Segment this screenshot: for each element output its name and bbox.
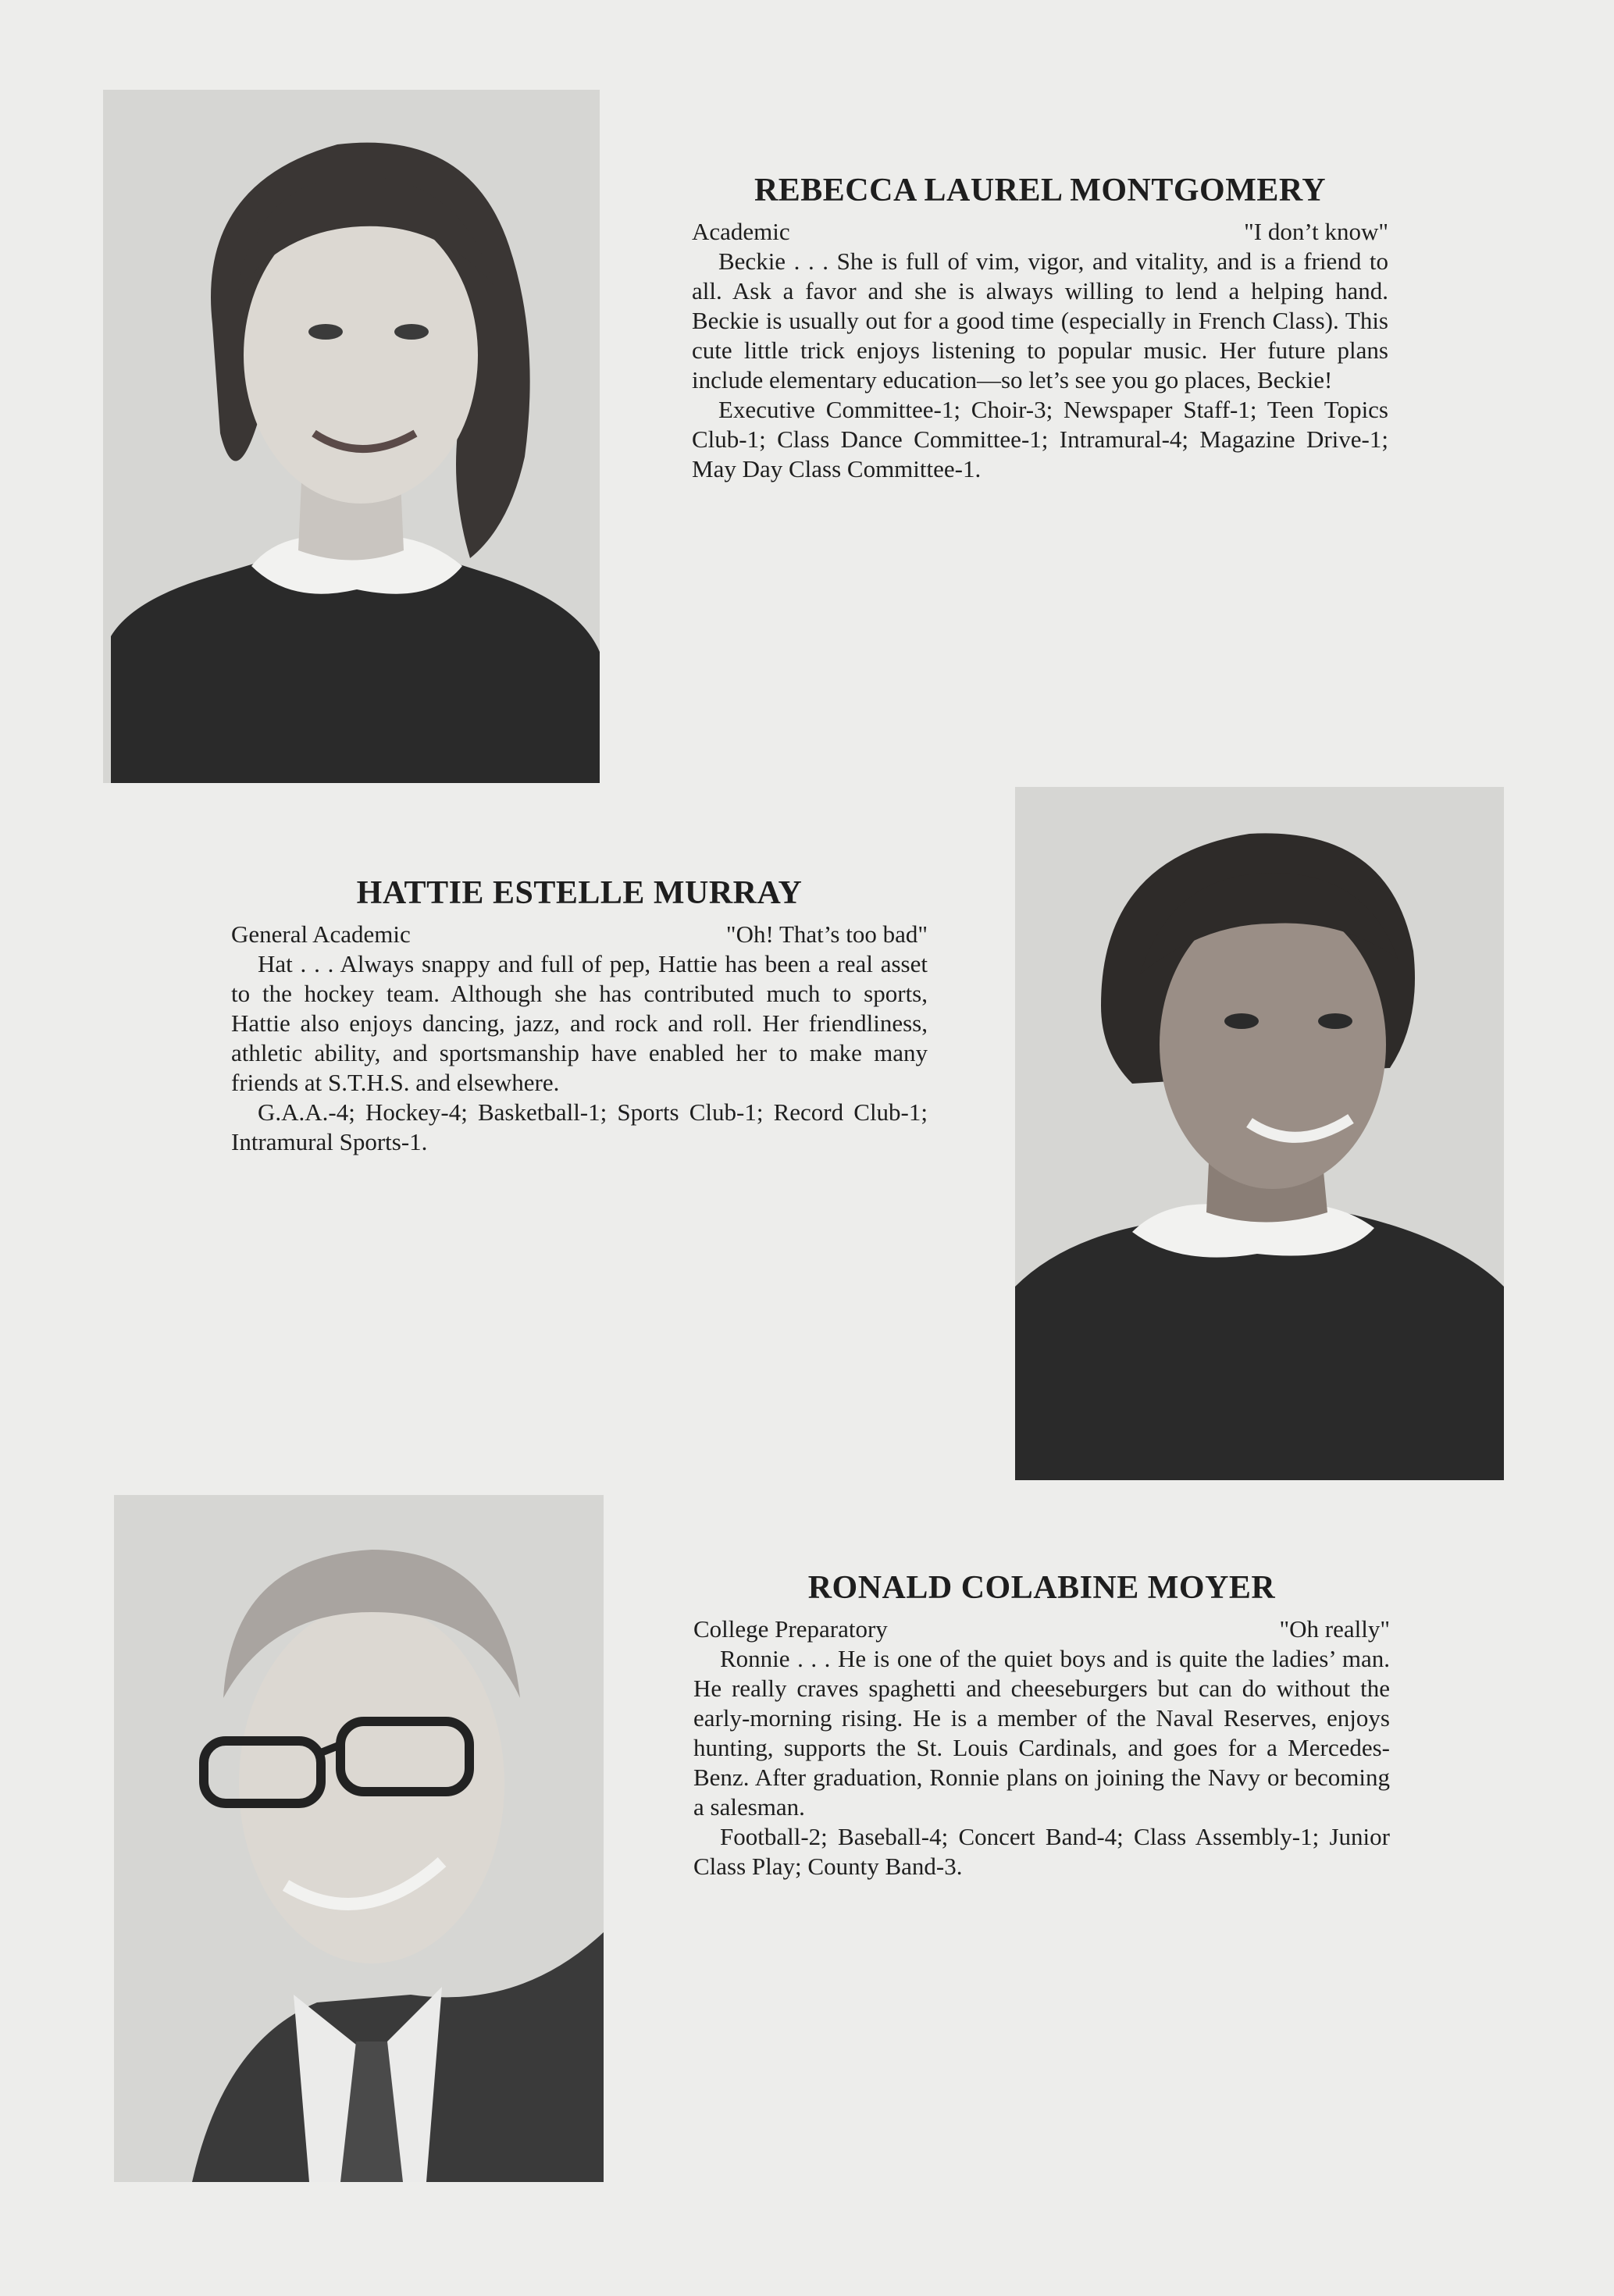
portrait-girl-short-hair-image [1015,787,1504,1480]
student-activities: Executive Committee-1; Choir-3; Newspaper Staff-1; Teen Topics Club-1; Class Dance Committee-1; Intramural-4; Magazine Drive-1; May Day Class Committee-1. [692,396,1388,482]
student-quote: "I don’t know" [1244,218,1388,245]
student-bio-text: Beckie . . . She is full of vim, vigor, and vitality, and is a friend to all. Ask a favor and she is always willing to lend a helping hand. Beckie is usually out for a good time (especially in French Class). This cute little trick enjoys listening to popular music. Her future plans include elementary education—so let’s see you go places, Beckie! [692,247,1388,393]
student-photo-murray [1015,787,1504,1480]
student-course: Academic [692,218,790,245]
student-bio-murray [231,874,928,1157]
student-quote: "Oh really" [1279,1615,1390,1643]
student-name: REBECCA LAUREL MONTGOMERY [754,173,1327,208]
student-course: College Preparatory [693,1615,888,1643]
student-meta [693,1614,1390,1644]
student-bio-text: Ronnie . . . He is one of the quiet boys and is quite the ladies’ man. He really craves spaghetti and cheeseburgers but can do without the early-morning rising. He is a member of the Naval Reserves, enjoys hunting, supports the St. Louis Cardinals, and goes for a Mercedes-Benz. After graduation, Ronnie plans on joining the Navy or becoming a salesman. [693,1645,1390,1821]
student-photo-moyer [114,1495,604,2182]
student-meta [231,920,928,949]
student-quote: "Oh! That’s too bad" [725,920,928,948]
portrait-girl-curled-hair-image [103,90,600,783]
student-photo-montgomery [103,90,600,783]
student-bio-moyer [693,1569,1390,1881]
student-course: General Academic [231,920,411,948]
student-activities: Football-2; Baseball-4; Concert Band-4; Class Assembly-1; Junior Class Play; County Band-3. [693,1823,1390,1880]
student-activities: G.A.A.-4; Hockey-4; Basketball-1; Sports Club-1; Record Club-1; Intramural Sports-1. [231,1098,928,1155]
student-name: RONALD COLABINE MOYER [807,1570,1276,1606]
student-bio-montgomery [692,172,1388,484]
student-name: HATTIE ESTELLE MURRAY [356,875,803,911]
student-meta [692,217,1388,247]
portrait-boy-glasses-image [114,1495,604,2182]
student-bio-text: Hat . . . Always snappy and full of pep, Hattie has been a real asset to the hockey team. Although she has contributed much to sports, Hattie also enjoys dancing, jazz, and rock and roll. Her friendliness, athletic ability, and sportsmanship have enabled her to make many friends at S.T.H.S. and elsewhere. [231,950,928,1096]
